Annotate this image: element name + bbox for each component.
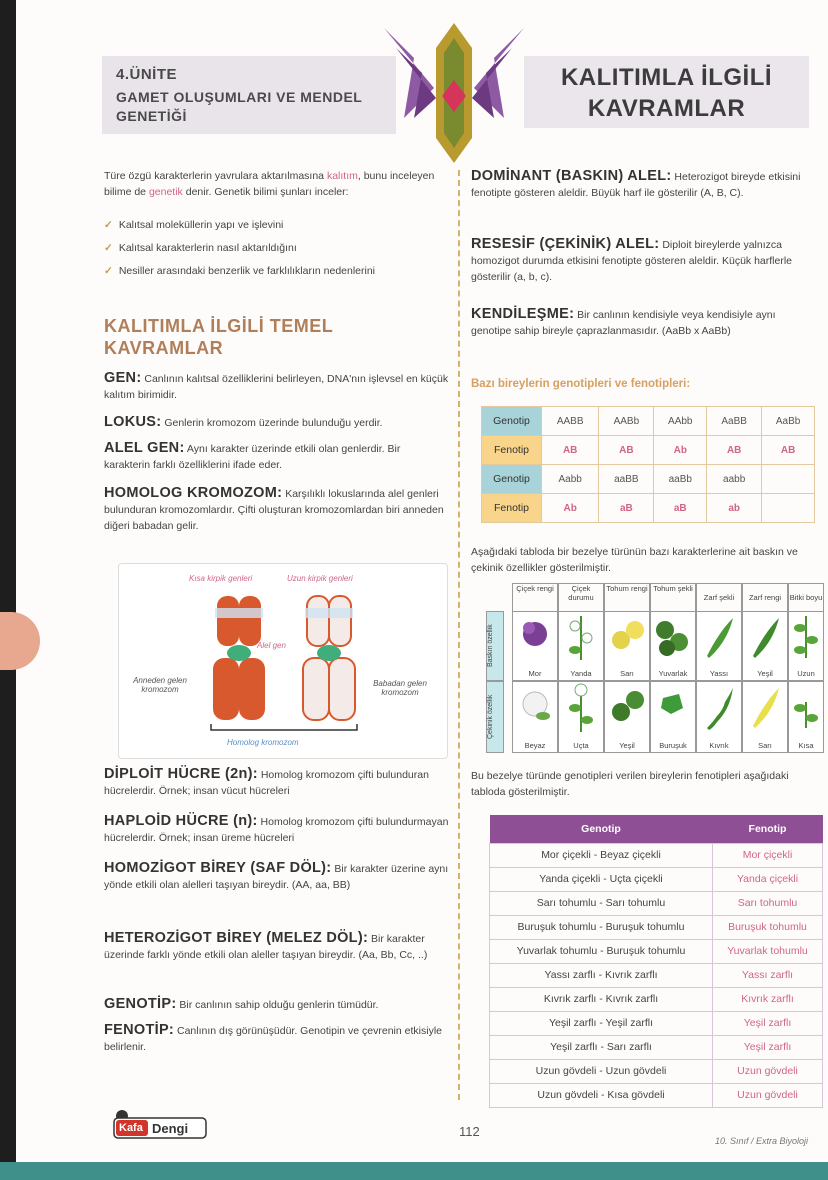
table-row: Fenotip Ab aB aB ab (482, 494, 815, 523)
list-item: ✓ Nesiller arasındaki benzerlik ve farklılıkların nedenlerini (104, 265, 376, 277)
term-homozigot: HOMOZİGOT BİREY (SAF DÖL): Bir karakter üzerine aynı yönde etkili olan alelleri taşıyan bireydir. (AA, aa, BB) (104, 860, 449, 891)
pea-cell: Mor (512, 611, 558, 681)
list-item: ✓ Kalıtsal moleküllerin yapı ve işlevini (104, 219, 284, 231)
white-flower-icon (513, 682, 557, 734)
list-item: ✓ Kalıtsal karakterlerin nasıl aktarıldığını (104, 242, 297, 254)
table-row: Genotip Aabb aaBB aaBb aabb (482, 465, 815, 494)
green-seed-icon (605, 682, 649, 734)
pea-cell: Beyaz (512, 681, 558, 753)
winged-emblem-icon (374, 18, 534, 168)
pea-cell: Uçta (558, 681, 604, 753)
term-fenotip: FENOTİP: Canlının dış görünüşüdür. Genotipin ve çevrenin etkisiyle belirlenir. (104, 1022, 442, 1053)
table-row: Kıvrık zarflı - Kıvrık zarflı Kıvrık zarflı (490, 987, 823, 1011)
term-haploit: HAPLOİD HÜCRE (n): Homolog kromozom çifti bulundurmayan hücrelerdir. Örnek; insan üreme hücreleri (104, 813, 449, 844)
yellow-seed-icon (605, 612, 649, 662)
table-row: Yuvarlak tohumlu - Buruşuk tohumlu Yuvarlak tohumlu (490, 939, 823, 963)
pea-cell: Yassı (696, 611, 742, 681)
term-lokus: LOKUS: Genlerin kromozom üzerinde bulunduğu yerdir. (104, 414, 383, 430)
homolog-chromosome-figure: Kısa kirpik genleri Uzun kirpik genleri Alel gen Anneden gelen kromozom Babadan gelen kromozom Homolog kromozom (118, 563, 448, 759)
green-pod-icon (743, 612, 787, 662)
table-row: Mor çiçekli - Beyaz çiçekli Mor çiçekli (490, 843, 823, 867)
page-title-box (524, 56, 809, 128)
genotype-phenotype-table (481, 406, 815, 523)
term-homolog: HOMOLOG KROMOZOM: Karşılıklı lokuslarında alel genleri bulunduran kromozomlardır. Çifti oluşturan kromozomlardan biri anneden diğeri babadan gelir. (104, 485, 444, 532)
terminal-flower-icon (559, 682, 603, 734)
unit-number: 4.ÜNİTE (116, 66, 178, 83)
table-row: Buruşuk tohumlu - Buruşuk tohumlu Buruşuk tohumlu (490, 915, 823, 939)
table-row: Genotip AABB AABb AAbb AaBB AaBb (482, 407, 815, 436)
checkmark-icon: ✓ (104, 265, 113, 277)
table-row: Yassı zarflı - Kıvrık zarflı Yassı zarflı (490, 963, 823, 987)
term-dominant: DOMİNANT (BASKIN) ALEL: Heterozigot bireyde etkisini fenotipte gösteren aleldir. Büyük harf ile gösterilir (A, B, C). (471, 168, 801, 199)
table-row: Fenotip AB AB Ab AB AB (482, 436, 815, 465)
table-row: Yanda çiçekli - Uçta çiçekli Yanda çiçekli (490, 867, 823, 891)
table-row: Uzun gövdeli - Uzun gövdeli Uzun gövdeli (490, 1059, 823, 1083)
short-plant-icon (789, 682, 823, 734)
pea-cell: Uzun (788, 611, 824, 681)
flat-pod-icon (697, 612, 741, 662)
textbook-page (16, 0, 828, 1162)
checkmark-icon: ✓ (104, 219, 113, 231)
checkmark-icon: ✓ (104, 242, 113, 254)
table-header-row: Genotip Fenotip (490, 815, 823, 843)
term-genotip: GENOTİP: Bir canlının sahip olduğu genlerin tümüdür. (104, 996, 379, 1012)
wrinkled-pod-icon (697, 682, 741, 734)
phenotype-table (489, 815, 823, 1108)
page-title: KALITIMLA İLGİLİ KAVRAMLAR (560, 64, 773, 122)
chromosome-pair-icon (199, 586, 369, 736)
term-gen: GEN: Canlının kalıtsal özelliklerini belirleyen, DNA'nın işlevsel en küçük kalıtım birimidir. (104, 370, 449, 401)
pea-traits-table: Çiçek rengi Çiçek durumu Tohum rengi Tohum şekli Zarf şekli Zarf rengi Bitki boyu Baskın özellik Çekinik özellik Mor Yanda Sarı Yuvarlak Yassı Yeşil Uzun Beyaz Uçta Yeşil Buruşuk Kıvrık Sarı Kısa (486, 583, 824, 755)
term-heterozigot: HETEROZİGOT BİREY (MELEZ DÖL): Bir karakter üzerinde farklı yönde etkili olan aleller taşıyan bireydir. (Aa, Bb, Cc, ..) (104, 930, 428, 961)
round-seed-icon (651, 612, 695, 662)
kafadengi-logo: Kafa Dengi (112, 1108, 210, 1140)
table-surface (0, 1162, 828, 1180)
genotype-table-heading: Bazı bireylerin genotipleri ve fenotipleri: (471, 378, 691, 390)
axial-flower-icon (559, 612, 603, 662)
unit-subtitle: GAMET OLUŞUMLARI VE MENDEL GENETİĞİ (116, 89, 363, 124)
table-row: Yeşil zarflı - Yeşil zarflı Yeşil zarflı (490, 1011, 823, 1035)
table-row: Yeşil zarflı - Sarı zarflı Yeşil zarflı (490, 1035, 823, 1059)
term-diploit: DİPLOİT HÜCRE (2n): Homolog kromozom çifti bulunduran hücrelerdir. Örnek; insan vücut hücreleri (104, 766, 429, 797)
book-footer: 10. Sınıf / Extra Biyoloji (714, 1136, 808, 1146)
kalitim-keyword: kalıtım (326, 170, 358, 182)
pea-cell: Yanda (558, 611, 604, 681)
unit-header (102, 56, 396, 134)
pea-cell: Buruşuk (650, 681, 696, 753)
purple-flower-icon (513, 612, 557, 662)
section-title: KALITIMLA İLGİLİ TEMEL KAVRAMLAR (104, 316, 333, 358)
pea-cell: Yeşil (604, 681, 650, 753)
pea-cell: Yuvarlak (650, 611, 696, 681)
pea-cell: Sarı (604, 611, 650, 681)
page-number: 112 (459, 1124, 480, 1139)
term-resesif: RESESİF (ÇEKİNİK) ALEL: Diploit bireylerde yalnızca homozigot durumda etkisini fenotipte gösteren aleldir. Küçük harflerle gösterilir (a, b, c). (471, 236, 793, 283)
phenotype-intro: Bu bezelye türünde genotipleri verilen bireylerin fenotipleri aşağıdaki tabloda gösterilmiştir. (471, 770, 789, 798)
genetik-keyword: genetik (148, 186, 183, 198)
yellow-pod-icon (743, 682, 787, 734)
table-row: Sarı tohumlu - Sarı tohumlu Sarı tohumlu (490, 891, 823, 915)
column-divider (458, 170, 460, 1100)
table-row: Uzun gövdeli - Kısa gövdeli Uzun gövdeli (490, 1083, 823, 1107)
term-alel: ALEL GEN: Aynı karakter üzerinde etkili olan genlerdir. Bir karakterin farklı özelliklerini ifade eder. (104, 440, 401, 471)
intro-paragraph: Türe özgü karakterlerin yavrulara aktarılmasına kalıtım, bunu inceleyen bilime de genetik denir. Genetik bilimi şunları inceler: (104, 170, 435, 198)
pea-cell: Kıvrık (696, 681, 742, 753)
term-kendilesme: KENDİLEŞME: Bir canlının kendisiyle veya kendisiyle aynı genotipe sahip bireyle çaprazlanmasıdır. (AaBb x AaBb) (471, 306, 776, 337)
pea-cell: Sarı (742, 681, 788, 753)
pea-cell: Yeşil (742, 611, 788, 681)
pea-intro: Aşağıdaki tabloda bir bezelye türünün bazı karakterlerine ait baskın ve çekinik özellikler gösterilmiştir. (471, 546, 798, 574)
pea-cell: Kısa (788, 681, 824, 753)
book-spine (0, 0, 16, 1180)
wrinkled-seed-icon (651, 682, 695, 734)
tall-plant-icon (789, 612, 823, 662)
